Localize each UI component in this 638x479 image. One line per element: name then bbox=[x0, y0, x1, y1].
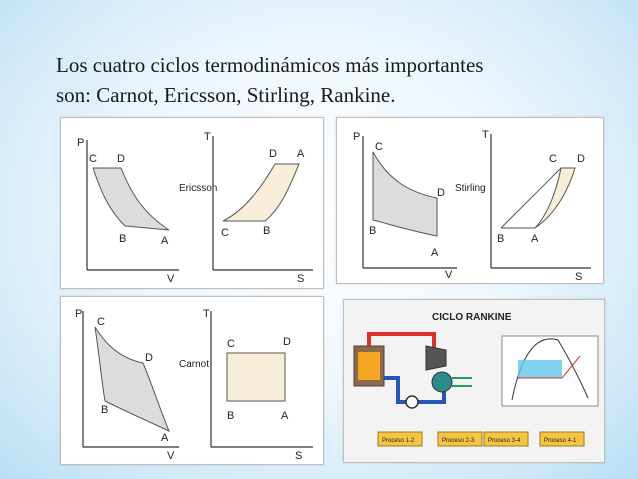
slide-text-line-1: Los cuatro ciclos termodinámicos más importantes bbox=[56, 53, 484, 77]
carnot-ts-area bbox=[227, 353, 285, 401]
carnot-ts-axis-t: T bbox=[203, 308, 210, 320]
carnot-ts-label-c: C bbox=[227, 338, 235, 350]
ericsson-ts-area bbox=[223, 164, 299, 221]
ericsson-diagrams bbox=[61, 118, 323, 288]
button-label-2: Proceso 2-3 bbox=[442, 438, 475, 444]
ericsson-panel bbox=[60, 117, 324, 289]
stirling-ts-label-b: B bbox=[497, 233, 505, 245]
condenser-icon bbox=[432, 372, 452, 392]
stirling-pv-area bbox=[373, 152, 437, 236]
carnot-pv-label-d: D bbox=[145, 352, 153, 364]
button-label-4: Proceso 4-1 bbox=[544, 438, 577, 444]
carnot-title: Carnot bbox=[179, 359, 210, 370]
rankine-panel bbox=[343, 299, 605, 463]
carnot-ts-label-b: B bbox=[227, 410, 235, 422]
stirling-pv-axis-v: V bbox=[445, 269, 453, 281]
button-label-1: Proceso 1-2 bbox=[382, 438, 415, 444]
stirling-ts-label-a: A bbox=[531, 233, 539, 245]
ericsson-ts-label-c: C bbox=[221, 227, 229, 239]
carnot-ts-axis-s: S bbox=[295, 450, 303, 462]
turbine-icon bbox=[426, 346, 446, 370]
stirling-pv-label-d: D bbox=[437, 187, 445, 199]
ericsson-title: Ericsson bbox=[179, 183, 218, 194]
button-label-3: Proceso 3-4 bbox=[488, 438, 521, 444]
pump-icon bbox=[406, 396, 418, 408]
carnot-pv-label-b: B bbox=[101, 404, 109, 416]
rankine-title: CICLO RANKINE bbox=[432, 312, 512, 323]
stirling-ts-area bbox=[501, 168, 575, 228]
stirling-ts-axis-t: T bbox=[482, 129, 489, 141]
carnot-pv-axis-v: V bbox=[167, 450, 175, 462]
ericsson-pv-label-b: B bbox=[119, 233, 127, 245]
stirling-panel bbox=[336, 117, 604, 284]
stirling-diagrams bbox=[337, 118, 603, 283]
rankine-diagram bbox=[344, 300, 604, 462]
slide-text bbox=[56, 50, 616, 110]
stirling-pv-label-c: C bbox=[375, 141, 383, 153]
ericsson-pv-label-d: D bbox=[117, 153, 125, 165]
carnot-panel bbox=[60, 296, 324, 465]
ericsson-pv-area bbox=[93, 168, 169, 230]
carnot-pv-label-c: C bbox=[97, 316, 105, 328]
carnot-ts-label-d: D bbox=[283, 336, 291, 348]
ericsson-ts-label-a: A bbox=[297, 148, 305, 160]
ericsson-pv-label-a: A bbox=[161, 235, 169, 247]
slide-text-line-2: son: Carnot, Ericsson, Stirling, Rankine. bbox=[56, 83, 396, 107]
stirling-ts-axis-s: S bbox=[575, 271, 583, 283]
stirling-title: Stirling bbox=[455, 183, 486, 194]
ericsson-ts-label-d: D bbox=[269, 148, 277, 160]
ericsson-pv-axis-p: P bbox=[77, 137, 85, 149]
stirling-pv-label-a: A bbox=[431, 247, 439, 259]
carnot-pv-label-a: A bbox=[161, 432, 169, 444]
ericsson-ts-label-b: B bbox=[263, 225, 271, 237]
stirling-pv-label-b: B bbox=[369, 225, 377, 237]
stirling-ts-label-c: C bbox=[549, 153, 557, 165]
carnot-diagrams bbox=[61, 297, 323, 464]
ericsson-ts-axis-t: T bbox=[204, 131, 211, 143]
ericsson-pv-axis-v: V bbox=[167, 273, 175, 285]
ericsson-ts-axis-s: S bbox=[297, 273, 305, 285]
stirling-pv-axis-p: P bbox=[353, 131, 361, 143]
carnot-ts-label-a: A bbox=[281, 410, 289, 422]
carnot-pv-axis-p: P bbox=[75, 308, 83, 320]
stirling-ts-label-d: D bbox=[577, 153, 585, 165]
ericsson-pv-label-c: C bbox=[89, 153, 97, 165]
rankine-buttons bbox=[378, 432, 584, 446]
